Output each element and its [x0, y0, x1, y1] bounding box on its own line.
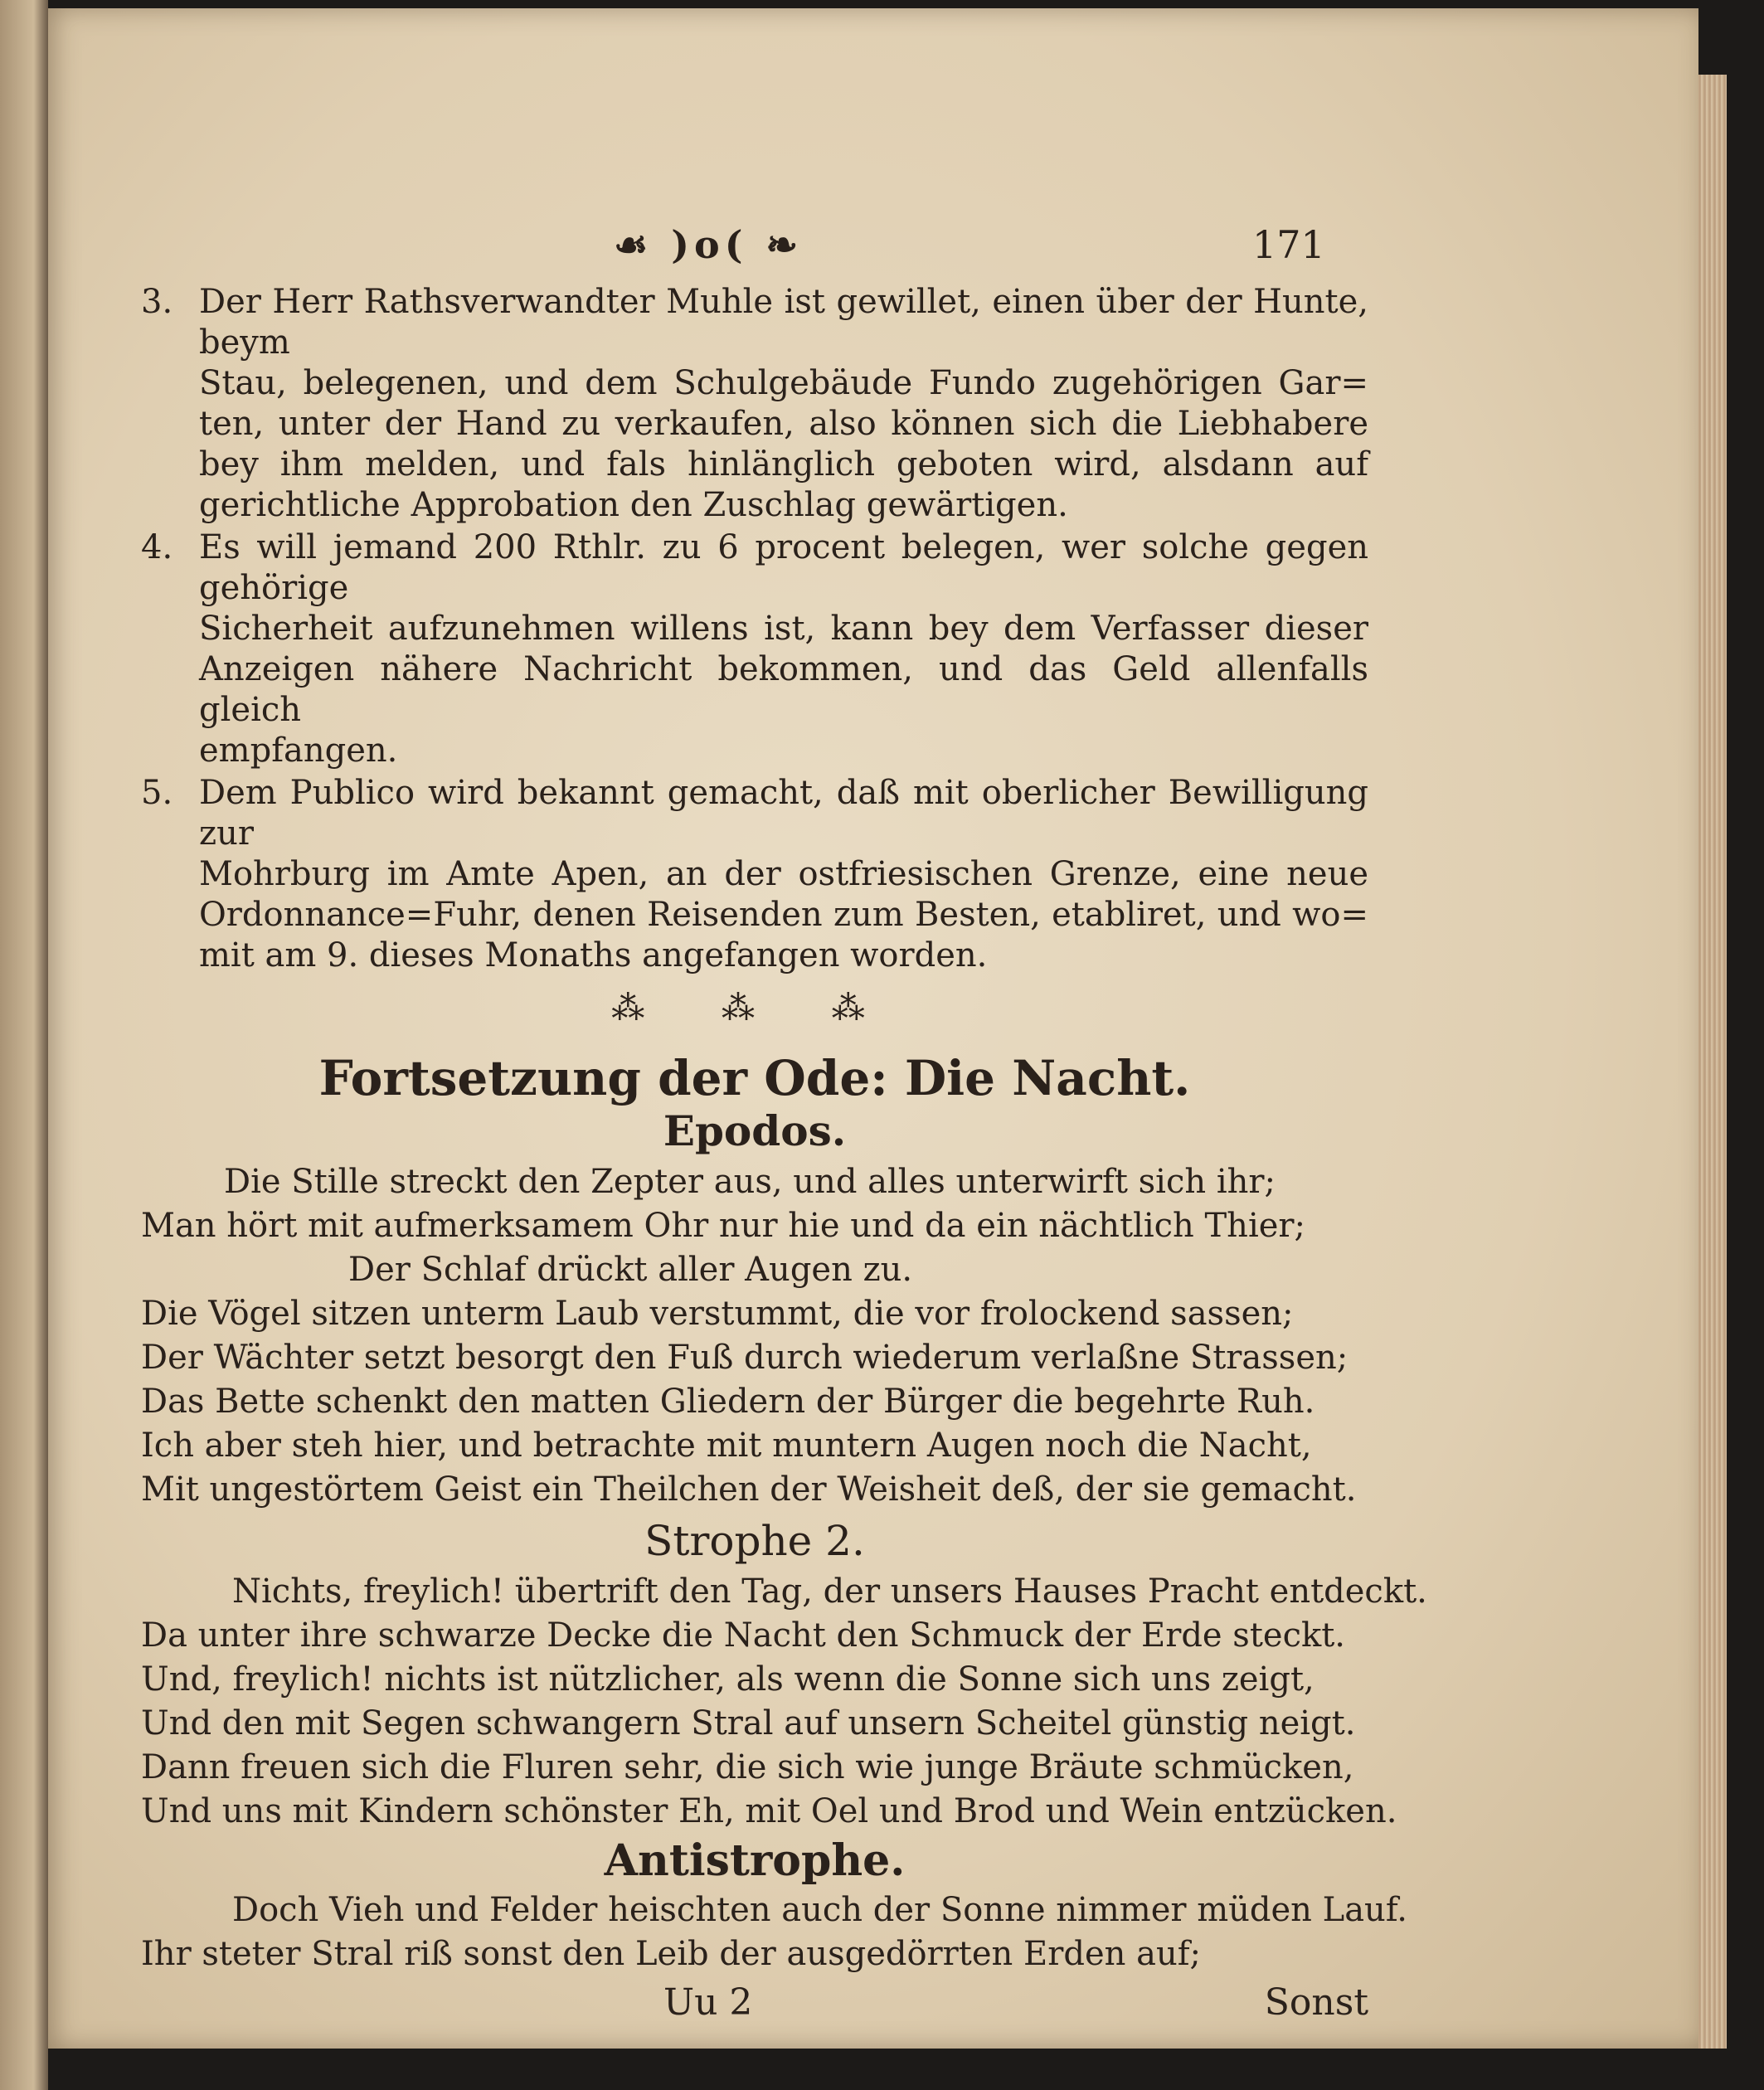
notice-line: Dem Publico wird bekannt gemacht, daß mit oberlicher Bewilligung zur	[199, 774, 1368, 853]
verse-line: Die Vögel sitzen unterm Laub verstummt, die vor frolockend sassen;	[141, 1295, 1294, 1333]
notice-number: 5.	[141, 774, 173, 812]
verse-line: Und uns mit Kindern schönster Eh, mit Oel und Brod und Wein entzücken.	[141, 1792, 1397, 1830]
antistrophe-verse	[141, 1888, 1407, 1976]
notice-line: empfangen.	[199, 732, 398, 770]
notice-item	[141, 282, 1368, 526]
epodos-title: Epodos.	[663, 1106, 847, 1155]
notice-line: Sicherheit aufzunehmen willens ist, kann bey dem Verfasser dieser	[199, 610, 1368, 648]
notice-list	[141, 282, 1368, 976]
notice-line: Mohrburg im Amte Apen, an der ostfriesischen Grenze, eine neue	[199, 855, 1368, 893]
notice-line: Anzeigen nähere Nachricht bekommen, und das Geld allenfalls gleich	[199, 650, 1368, 729]
notice-number: 3.	[141, 283, 173, 321]
verse-line: Ihr steter Stral riß sonst den Leib der ausgedörrten Erden auf;	[141, 1935, 1201, 1973]
antistrophe-title: Antistrophe.	[604, 1835, 906, 1886]
notice-number: 4.	[141, 528, 173, 566]
verse-line: Ich aber steh hier, und betrachte mit muntern Augen noch die Nacht,	[141, 1427, 1312, 1465]
notice-line: bey ihm melden, und fals hinlänglich geboten wird, alsdann auf	[199, 445, 1368, 484]
verse-line: Dann freuen sich die Fluren sehr, die sich wie junge Bräute schmücken,	[141, 1748, 1354, 1786]
notice-item	[141, 773, 1368, 976]
notice-line: ten, unter der Hand zu verkaufen, also können sich die Liebhabere	[199, 405, 1368, 443]
notice-line: Es will jemand 200 Rthlr. zu 6 procent belegen, wer solche gegen gehörige	[199, 528, 1368, 607]
notice-item	[141, 527, 1368, 771]
strophe-title: Strophe 2.	[644, 1517, 865, 1565]
verse-line: Mit ungestörtem Geist ein Theilchen der Weisheit deß, der sie gemacht.	[141, 1470, 1357, 1509]
verse-line: Da unter ihre schwarze Decke die Nacht den Schmuck der Erde steckt.	[141, 1616, 1346, 1655]
page-number: 171	[1252, 222, 1325, 267]
notice-line: mit am 9. dieses Monaths angefangen worden.	[199, 936, 988, 975]
verse-line: Und den mit Segen schwangern Stral auf unsern Scheitel günstig neigt.	[141, 1704, 1356, 1742]
header-ornament: ☙ )o( ❧	[614, 222, 804, 267]
verse-line: Und, freylich! nichts ist nützlicher, als wenn die Sonne sich uns zeigt,	[141, 1660, 1314, 1699]
epodos-verse	[141, 1160, 1368, 1512]
verse-line: Man hört mit aufmerksamem Ohr nur hie und da ein nächtlich Thier;	[141, 1207, 1306, 1245]
verse-line: Der Wächter setzt besorgt den Fuß durch wiederum verlaßne Strassen;	[141, 1339, 1349, 1377]
notice-line: Ordonnance=Fuhr, denen Reisenden zum Besten, etabliret, und wo=	[199, 896, 1368, 934]
verse-line: Die Stille streckt den Zepter aus, und alles unterwirft sich ihr;	[224, 1163, 1276, 1201]
signature-mark: Uu 2	[663, 1981, 753, 2024]
ode-title: Fortsetzung der Ode: Die Nacht.	[318, 1050, 1191, 1106]
text-block	[141, 216, 1427, 2031]
verse-line: Doch Vieh und Felder heischten auch der Sonne nimmer müden Lauf.	[232, 1891, 1407, 1929]
verse-line: Der Schlaf drückt aller Augen zu.	[348, 1251, 913, 1289]
strophe-verse	[141, 1570, 1427, 1834]
running-header	[141, 216, 1368, 282]
left-page-edge	[0, 0, 48, 2090]
section-stars: ⁂ ⁂ ⁂	[611, 989, 898, 1028]
catchword: Sonst	[1264, 1981, 1368, 2024]
notice-line: gerichtliche Approbation den Zuschlag gewärtigen.	[199, 486, 1068, 524]
verse-line: Das Bette schenkt den matten Gliedern der Bürger die begehrte Ruh.	[141, 1383, 1315, 1421]
notice-line: Stau, belegenen, und dem Schulgebäude Fundo zugehörigen Gar=	[199, 364, 1368, 402]
page-footer	[141, 1981, 1368, 2031]
notice-line: Der Herr Rathsverwandter Muhle ist gewillet, einen über der Hunte, beym	[199, 283, 1368, 362]
verse-line: Nichts, freylich! übertrift den Tag, der unsers Hauses Pracht entdeckt.	[232, 1572, 1427, 1611]
